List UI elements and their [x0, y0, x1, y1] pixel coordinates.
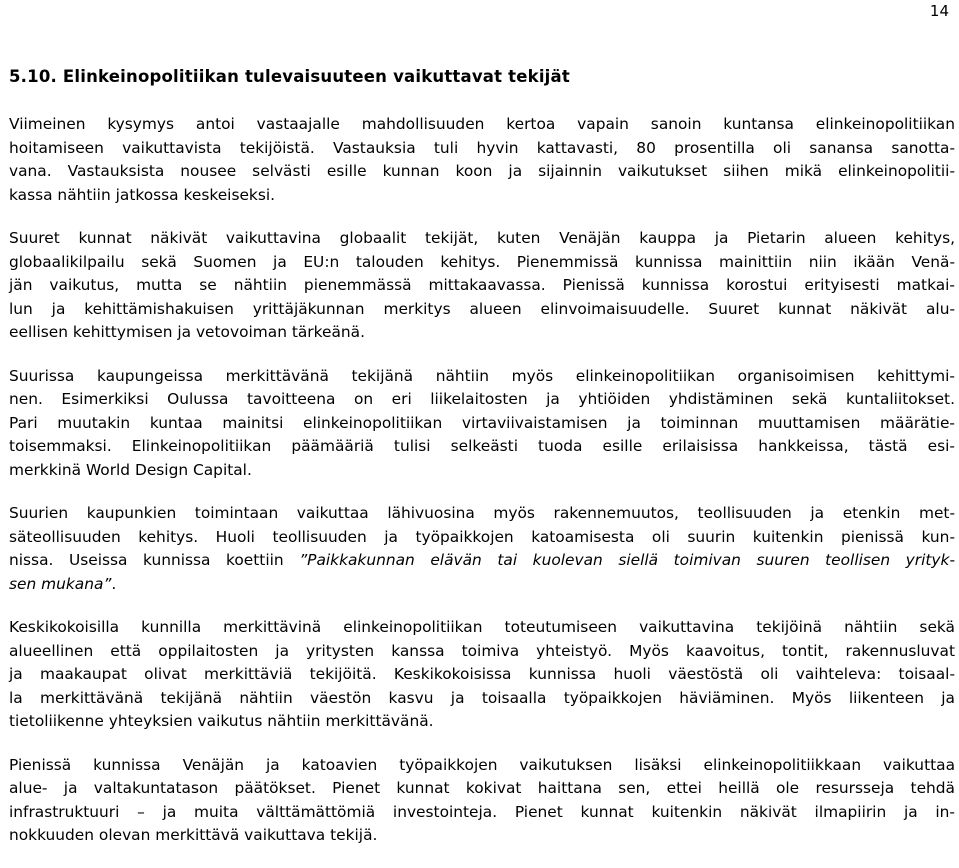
text-line: kassa nähtiin jatkossa keskeiseksi.: [9, 185, 276, 204]
section-heading: 5.10. Elinkeinopolitiikan tulevaisuuteen vaikuttavat tekijät: [9, 67, 570, 86]
body-text: [9, 113, 955, 868]
text-line: toisemmaksi. Elinkeinopolitiikan päämääriä tulisi selkeästi tuoda esille erilaisissa hankkeissa, tästä esi-: [9, 437, 955, 455]
text-line: Pienissä kunnissa Venäjän ja katoavien työpaikkojen vaikutuksen lisäksi elinkeinopolitiikkaan vaikuttaa: [9, 755, 955, 774]
text-segment: nissa. Useissa kunnissa koettiin: [9, 551, 300, 569]
text-line: nokkuuden olevan merkittävä vaikuttava tekijä.: [9, 826, 378, 844]
paragraph-3: [9, 365, 955, 483]
text-line: säteollisuuden kehitys. Huoli teollisuuden ja työpaikkojen katoamisesta oli suurin kuitenkin pienissä kun-: [9, 527, 955, 546]
text-line: Pari muutakin kuntaa mainitsi elinkeinopolitiikan virtaviivaistamisen ja toiminnan muuttamisen määrätie-: [9, 413, 955, 432]
text-line: [9, 549, 955, 573]
text-line: Suuret kunnat näkivät vaikuttavina globaalit tekijät, kuten Venäjän kauppa ja Pietarin alueen kehitys,: [9, 229, 955, 247]
quoted-italic-text: ”Paikkakunnan elävän tai kuolevan siellä toimivan suuren teollisen yrityk-: [299, 551, 956, 569]
text-line: alue- ja valtakuntatason päätökset. Pienet kunnat kokivat haittana sen, ettei heillä ole resursseja tehdä: [9, 779, 955, 797]
page-number: 14: [929, 2, 949, 20]
text-line: Suurissa kaupungeissa merkittävänä tekijänä nähtiin myös elinkeinopolitiikan organisoimisen kehittymi-: [9, 366, 955, 385]
paragraph-2: [9, 227, 955, 345]
text-line: infrastruktuuri – ja muita välttämättömiä investointeja. Pienet kunnat kuitenkin näkivät ilmapiirin ja in-: [9, 802, 955, 821]
text-line: lun ja kehittämishakuisen yrittäjäkunnan merkitys alueen elinvoimaisuudelle. Suuret kunnat näkivät alu-: [9, 299, 955, 318]
paragraph-5: [9, 616, 955, 734]
text-line: tietoliikenne yhteyksien vaikutus nähtiin merkittävänä.: [9, 712, 434, 730]
text-line: la merkittävänä tekijänä nähtiin väestön kasvu ja toisaalla työpaikkojen häviäminen. Myös liikenteen ja: [9, 688, 955, 707]
paragraph-1: [9, 113, 955, 207]
text-line: Viimeinen kysymys antoi vastaajalle mahdollisuuden kertoa vapain sanoin kuntansa elinkeinopolitiikan: [9, 115, 955, 133]
text-line: ja maakaupat olivat merkittäviä tekijöitä. Keskikokoisissa kunnissa huoli väestöstä oli vaihteleva: toisaal-: [9, 665, 955, 683]
text-line: alueellinen että oppilaitosten ja yritysten kanssa toimiva yhteistyö. Myös kaavoitus, tontit, rakennusluvat: [9, 641, 955, 660]
text-line: vana. Vastauksista nousee selvästi esille kunnan koon ja sijainnin vaikutukset siihen mikä elinkeinopolitii-: [9, 162, 955, 180]
text-line: Keskikokoisilla kunnilla merkittävinä elinkeinopolitiikan toteutumiseen vaikuttavina tekijöinä nähtiin sekä: [9, 618, 955, 636]
text-line: nen. Esimerkiksi Oulussa tavoitteena on eri liikelaitosten ja yhtiöiden yhdistäminen sekä kuntaliitokset.: [9, 390, 955, 408]
quoted-italic-text: sen mukana”: [9, 574, 112, 593]
text-line: Suurien kaupunkien toimintaan vaikuttaa lähivuosina myös rakennemuutos, teollisuuden ja etenkin met-: [9, 504, 955, 522]
text-segment: .: [111, 574, 117, 593]
text-line: hoitamiseen vaikuttavista tekijöistä. Vastauksia tuli hyvin kattavasti, 80 prosentilla oli sanansa sanotta-: [9, 138, 955, 157]
text-line: jän vaikutus, mutta se nähtiin pienemmässä mittakaavassa. Pienissä kunnissa korostui erityisesti matkai-: [9, 276, 955, 294]
text-line: eellisen kehittymisen ja vetovoiman tärkeänä.: [9, 323, 365, 341]
text-line: merkkinä World Design Capital.: [9, 460, 252, 479]
paragraph-6: [9, 754, 955, 848]
text-line: globaalikilpailu sekä Suomen ja EU:n talouden kehitys. Pienemmissä kunnissa mainittiin niin ikään Venä-: [9, 252, 955, 271]
text-line: [9, 573, 955, 597]
paragraph-4: [9, 502, 955, 596]
